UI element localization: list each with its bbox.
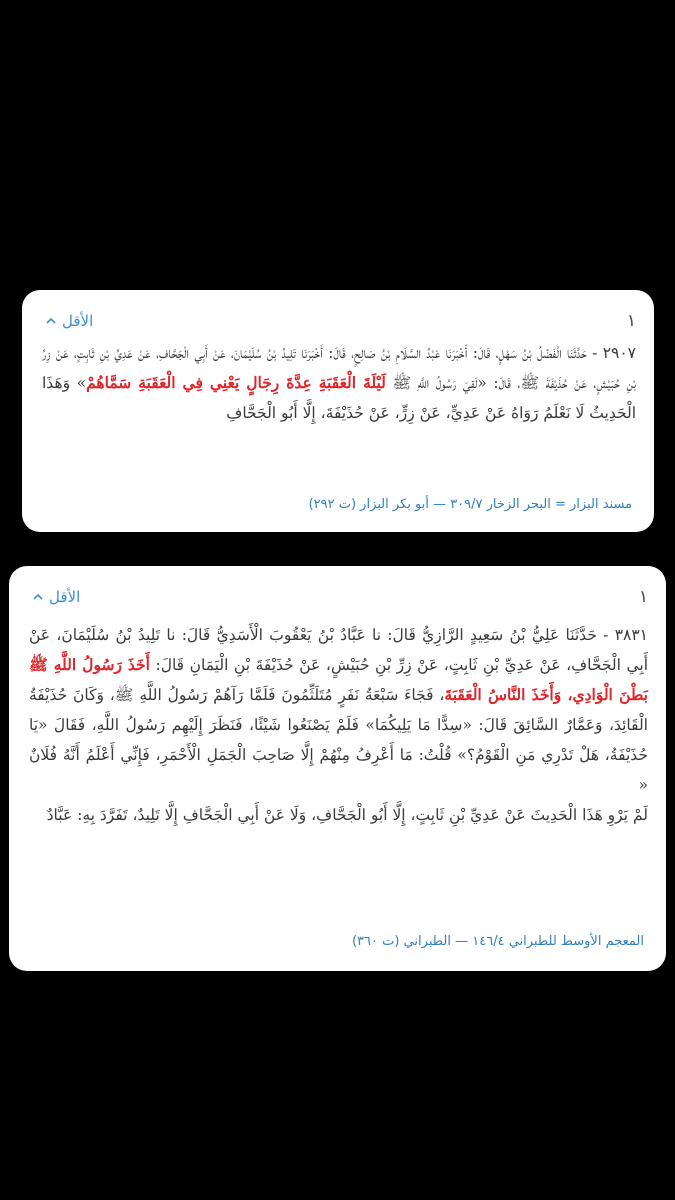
highlighted-matn: لَيْلَةَ الْعَقَبَةِ عِدَّةَ رِجَالٍ يَعْنِي فِي الْعَقَبَةِ سَمَّاهُمْ	[86, 373, 386, 392]
show-less-button[interactable]	[46, 312, 93, 330]
card-header	[33, 582, 648, 612]
hadith-segment: ، فَجَاءَ سَبْعَةُ نَفَرٍ مُتَلَثِّمُونَ فَلَمَّا رَآهُمْ رَسُولُ اللَّهِ ﷺ، وَكَانَ حُذَيْفَةُ الْقَائِدَ، وَعَمَّارٌ السَّائِقَ قَالَ: «سِدًّا مَا يَلِيكُمَا» فَلَمْ يَصْنَعُوا شَيْئًا، فَنَظَرَ إِلَيْهِم رَسُولُ اللَّهِ، فَقَالَ «يَا حُذَيْفَةُ، هَلْ تَدْرِي مَنِ الْقَوْمُ؟» قُلْتُ: مَا أَعْرِفُ مِنْهُمْ إِلَّا صَاحِبَ الْجَمَلِ الْأَحْمَرِ، فَإِنِّي أَعْلَمُ أَنَّهُ فُلَانٌ «	[29, 686, 648, 794]
hadith-card-2	[9, 566, 666, 971]
source-reference-link[interactable]: مسند البزار = البحر الزخار ٣٠٩/٧ — أبو بكر البزار (ت ٢٩٢)	[308, 497, 632, 512]
chevron-up-icon	[46, 316, 56, 326]
hadith-segment: لَمْ يَرْوِ هَذَا الْحَدِيثَ عَنْ عَدِيِّ بْنِ ثَابِتٍ، إِلَّا أَبُو الْجَحَّافِ، وَلَا عَنْ أَبِي الْجَحَّافِ إِلَّا تَلِيدٌ، تَفَرَّدَ بِهِ: عَبَّادٌ	[46, 806, 648, 824]
source-reference-link[interactable]: المعجم الأوسط للطبراني ١٤٦/٤ — الطبراني (ت ٣٦٠)	[351, 934, 644, 949]
show-less-button[interactable]	[33, 588, 80, 606]
hadith-segment: » وَهَذَا الْحَدِيثُ لَا نَعْلَمُ رَوَاهُ عَنْ عَدِيٍّ، عَنْ زِرٍّ، عَنْ حُذَيْفَةَ، إِلَّا أَبُو الْجَحَّافِ	[42, 374, 636, 422]
hadith-segment: ٣٨٣١ - حَدَّثَنَا عَلِيُّ بْنُ سَعِيدٍ الرَّازِيُّ قَالَ: نا عَبَّادُ بْنُ يَعْقُوبَ الْأَسَدِيُّ قَالَ: نا تَلِيدُ بْنُ سُلَيْمَانَ، عَنْ أَبِي الْجَحَّافِ، عَنْ عَدِيِّ بْنِ ثَابِتٍ، عَنْ زِرِّ بْنِ حُبَيْشٍ، عَنْ حُذَيْفَةَ بْنِ الْيَمَانِ قَالَ:	[29, 626, 649, 674]
card-index: ١	[626, 311, 636, 331]
card-index: ١	[638, 587, 648, 607]
chevron-up-icon	[33, 592, 43, 602]
show-less-label: الأقل	[62, 312, 94, 330]
hadith-card-1	[22, 290, 654, 532]
card-header	[46, 306, 636, 336]
hadith-paragraph	[42, 338, 636, 428]
hadith-paragraph	[29, 620, 648, 800]
hadith-commentary	[29, 800, 648, 830]
highlighted-matn: أَخَذَ رَسُولُ اللَّهِ ﷺ بَطْنَ الْوَادِي، وَأَخَذَ النَّاسُ الْعَقَبَةَ	[29, 655, 648, 704]
hadith-text	[29, 620, 648, 830]
show-less-label: الأقل	[49, 588, 81, 606]
hadith-text	[42, 338, 636, 428]
hadith-segment: ٢٩٠٧ - حَدَّثَنَا الْفَضْلُ بْنُ سَهْلٍ، قَالَ: أَخْبَرَنَا عَبْدُ السَّلَامِ بْنُ صَالِحٍ، قَالَ: أَخْبَرَنَا تَلِيدُ بْنُ سُلَيْمَانَ، عَنْ أَبِي الْجَحَّافِ، عَنْ عَدِيِّ بْنِ ثَابِتٍ، عَنْ زِرِّ بْنِ حُبَيْشٍ، عَنْ حُذَيْفَةَ ﷺ، قَالَ: «لَقِيَ رَسُولُ اللَّهِ ﷺ	[42, 344, 637, 392]
